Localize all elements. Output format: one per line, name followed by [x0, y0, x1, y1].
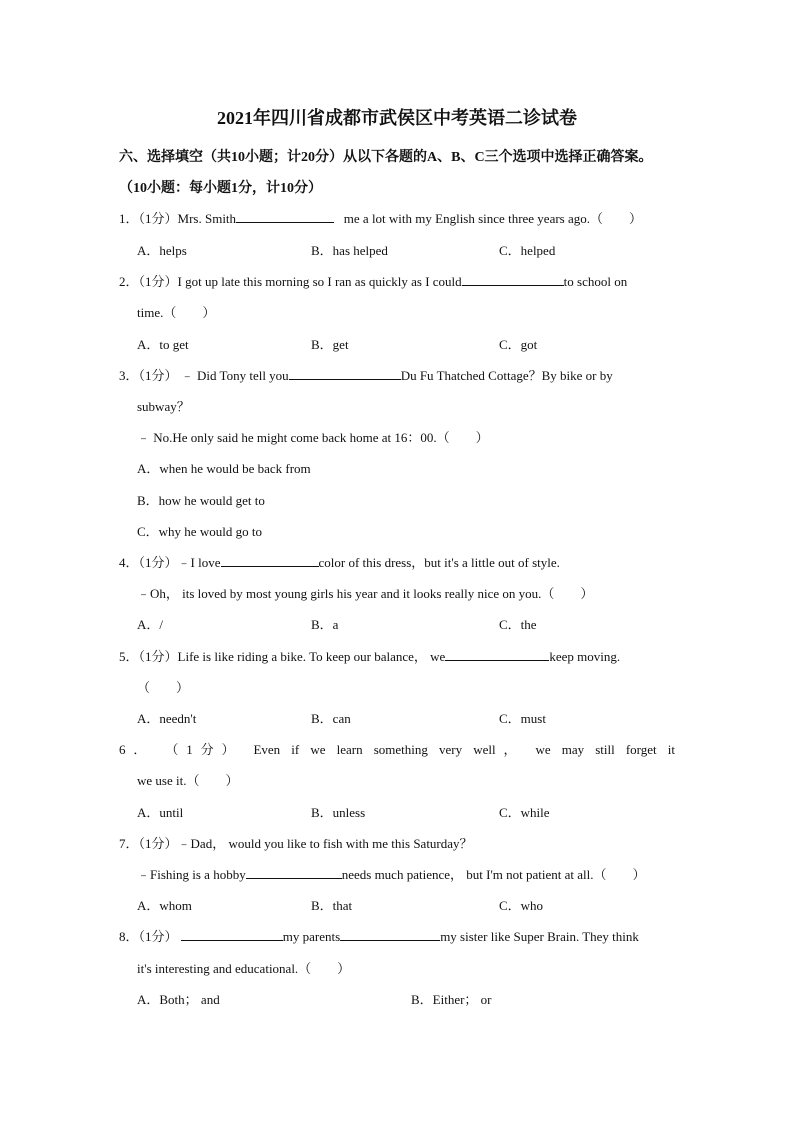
question-number: 7．	[119, 836, 139, 851]
answer-blank[interactable]	[236, 210, 334, 223]
question-continuation: （ ）	[137, 680, 190, 695]
question-8	[119, 926, 675, 945]
question-text: keep moving.	[549, 649, 621, 664]
question-score: （1分）	[138, 211, 178, 226]
option-a[interactable]: A．Both； and	[137, 992, 220, 1007]
option-c[interactable]: C．must	[499, 711, 546, 726]
question-1	[119, 208, 675, 227]
option-a[interactable]: A．needn't	[137, 711, 197, 726]
question-score: （1分）	[138, 649, 178, 664]
question-4	[119, 552, 675, 571]
question-text: Life is like riding a bike. To keep our balance， we	[177, 649, 446, 664]
option-b[interactable]: B．has helped	[311, 243, 388, 258]
question-text: ﹣Dad， would you like to fish with me this Saturday？	[177, 836, 473, 851]
question-7	[119, 833, 675, 852]
option-a[interactable]: A．until	[137, 805, 184, 820]
option-a[interactable]: A．whom	[137, 898, 192, 913]
option-a[interactable]: A．/	[137, 617, 164, 632]
question-text: my sister like Super Brain. They think	[440, 929, 639, 944]
question-text: my parents	[282, 929, 341, 944]
option-c[interactable]: C．while	[499, 805, 550, 820]
question-reply	[137, 864, 675, 883]
question-reply: ﹣Oh， its loved by most young girls his year and it looks really nice on you.（ ）	[137, 586, 594, 601]
question-continuation: subway？	[137, 399, 190, 414]
question-reply: ﹣ No.He only said he might come back home at 16：00.（ ）	[137, 430, 489, 445]
answer-blank[interactable]	[181, 928, 283, 941]
question-text: Mrs. Smith	[177, 211, 237, 226]
option-b[interactable]: B．that	[311, 898, 353, 913]
question-score: （1分）	[138, 368, 178, 383]
question-text: I got up late this morning so I ran as quickly as I could	[177, 274, 462, 289]
page-title: 2021年四川省成都市武侯区中考英语二诊试卷	[217, 108, 577, 128]
question-continuation: time.（ ）	[137, 305, 216, 320]
answer-blank[interactable]	[462, 273, 564, 286]
question-text: ﹣Fishing is a hobby	[137, 867, 246, 882]
question-text: Even if we learn something very well， we may still forget it	[253, 742, 675, 757]
option-b[interactable]: B．how he would get to	[137, 493, 265, 508]
question-text: color of this dress，but it's a little out of style.	[318, 555, 560, 570]
question-5	[119, 646, 675, 665]
question-number: 2．	[119, 274, 139, 289]
question-2	[119, 271, 675, 290]
answer-blank[interactable]	[445, 648, 549, 661]
question-6	[119, 739, 675, 758]
question-number: 8．	[119, 929, 139, 944]
section-heading: 六、选择填空（共10小题；计20分）从以下各题的A、B、C三个选项中选择正确答案。	[119, 150, 653, 165]
answer-blank[interactable]	[289, 367, 401, 380]
option-c[interactable]: C．got	[499, 337, 538, 352]
option-a[interactable]: A．when he would be back from	[137, 461, 311, 476]
question-continuation: we use it.（ ）	[137, 773, 239, 788]
question-text: to school on	[563, 274, 628, 289]
question-number: 4．	[119, 555, 139, 570]
question-score: （1分）	[138, 836, 178, 851]
question-number: 6．	[119, 742, 155, 757]
answer-blank[interactable]	[221, 554, 319, 567]
option-c[interactable]: C．who	[499, 898, 544, 913]
option-a[interactable]: A．to get	[137, 337, 189, 352]
answer-blank[interactable]	[246, 866, 342, 879]
question-score: （1分）	[138, 555, 178, 570]
question-score: （1分）	[138, 274, 178, 289]
question-score: （1分）	[165, 742, 243, 757]
question-text: Du Fu Thatched Cottage？By bike or by	[400, 368, 613, 383]
question-text: ﹣ Did Tony tell you	[180, 368, 289, 383]
option-c[interactable]: C．helped	[499, 243, 556, 258]
option-c[interactable]: C．the	[499, 617, 537, 632]
option-c[interactable]: C．why he would go to	[137, 524, 262, 539]
option-b[interactable]: B．Either； or	[411, 992, 492, 1007]
option-b[interactable]: B．unless	[311, 805, 366, 820]
answer-blank[interactable]	[340, 928, 440, 941]
option-a[interactable]: A．helps	[137, 243, 187, 258]
question-3	[119, 365, 675, 384]
question-continuation: it's interesting and educational.（ ）	[137, 961, 351, 976]
option-b[interactable]: B．a	[311, 617, 339, 632]
question-number: 3．	[119, 368, 139, 383]
option-b[interactable]: B．get	[311, 337, 349, 352]
question-text: needs much patience， but I'm not patient at all.（ ）	[341, 867, 646, 882]
question-text: me a lot with my English since three years ago.（ ）	[343, 211, 643, 226]
question-number: 5．	[119, 649, 139, 664]
question-number: 1．	[119, 211, 139, 226]
section-subheading: （10小题：每小题1分，计10分）	[119, 181, 322, 196]
question-text: ﹣I love	[177, 555, 221, 570]
question-score: （1分）	[138, 929, 178, 944]
option-b[interactable]: B．can	[311, 711, 351, 726]
